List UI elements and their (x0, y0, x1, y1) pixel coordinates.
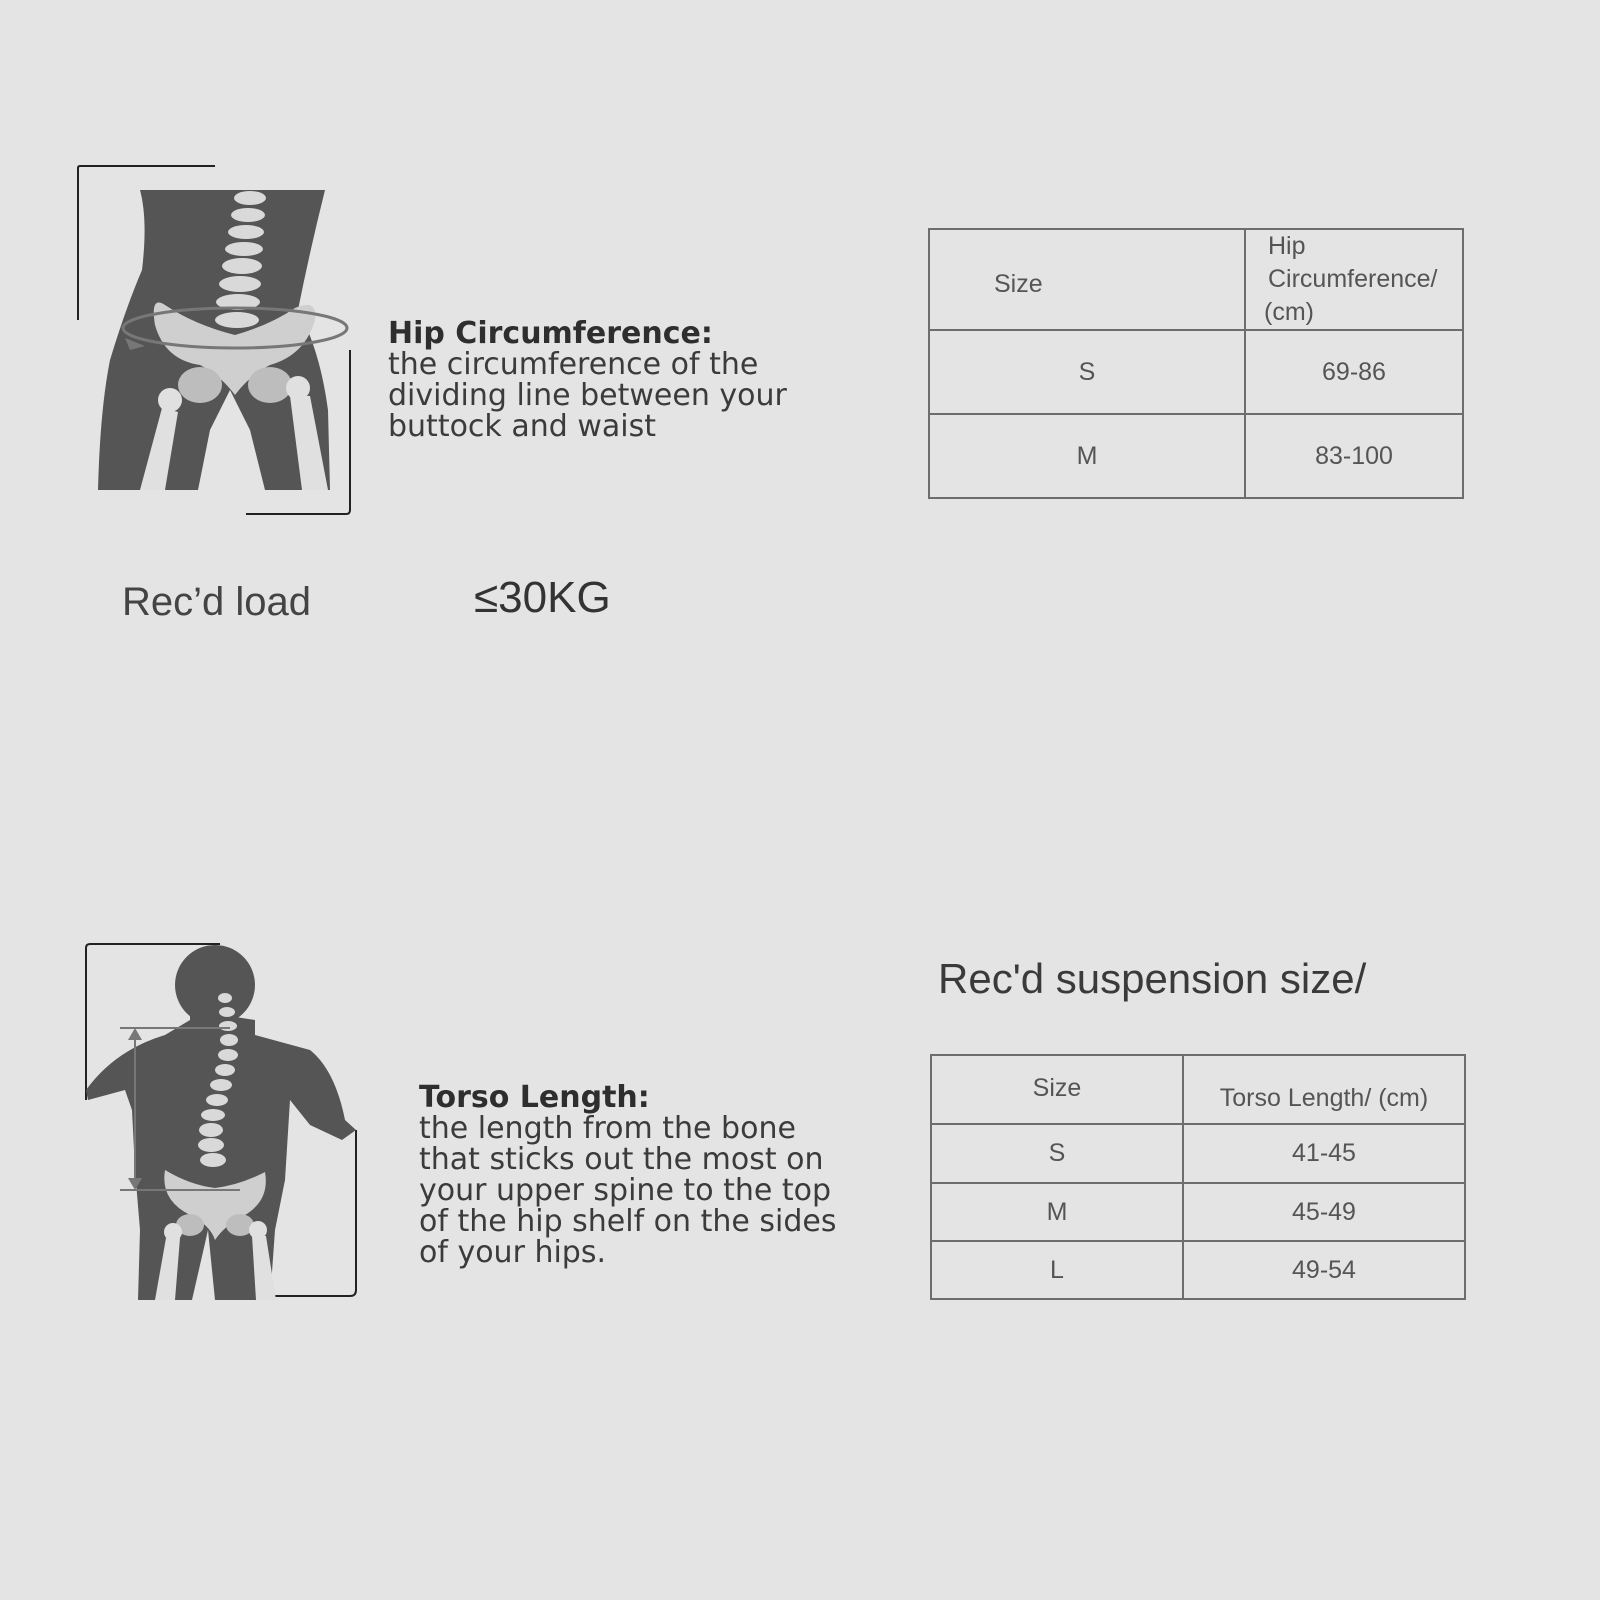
hip-size-table (928, 228, 1464, 499)
table-header-row (929, 229, 1463, 330)
table-header-row (931, 1055, 1465, 1124)
table-row (929, 330, 1463, 414)
table-row (931, 1124, 1465, 1183)
size-cell: M (931, 1183, 1183, 1241)
load-value: ≤30KG (474, 573, 611, 622)
value-cell: 45-49 (1183, 1183, 1465, 1241)
torso-header: Torso Length/ (cm) (1183, 1055, 1465, 1124)
value-cell: 49-54 (1183, 1241, 1465, 1299)
hip-desc-line: the circumference of the (388, 347, 759, 382)
torso-illustration (80, 940, 370, 1310)
suspension-heading: Rec'd suspension size/ (938, 955, 1367, 1002)
hip-desc-line: dividing line between your (388, 378, 787, 413)
size-cell: L (931, 1241, 1183, 1299)
hip-description (388, 318, 808, 442)
hip-illustration (70, 160, 360, 530)
torso-title: Torso Length: (419, 1080, 650, 1115)
torso-desc-line: that sticks out the most on (419, 1142, 824, 1177)
size-header: Size (931, 1055, 1183, 1124)
torso-size-table (930, 1054, 1466, 1300)
hip-pelvis-skeleton-icon (70, 160, 360, 530)
load-label: Rec’d load (122, 580, 312, 624)
value-cell: 41-45 (1183, 1124, 1465, 1183)
torso-desc-line: of the hip shelf on the sides (419, 1204, 837, 1239)
size-cell: S (929, 330, 1245, 414)
torso-desc-line: the length from the bone (419, 1111, 796, 1146)
back-spine-skeleton-icon (80, 940, 370, 1310)
table-row (931, 1241, 1465, 1299)
table-row (931, 1183, 1465, 1241)
value-cell: 69-86 (1245, 330, 1463, 414)
hip-header: Hip Circumference/ (cm) (1245, 229, 1463, 330)
torso-description (419, 1082, 859, 1268)
hip-desc-line: buttock and waist (388, 409, 656, 444)
size-cell: S (931, 1124, 1183, 1183)
size-cell: M (929, 414, 1245, 498)
value-cell: 83-100 (1245, 414, 1463, 498)
torso-desc-line: of your hips. (419, 1235, 607, 1270)
hip-title: Hip Circumference: (388, 316, 713, 351)
torso-desc-line: your upper spine to the top (419, 1173, 832, 1208)
size-header: Size (929, 229, 1245, 330)
table-row (929, 414, 1463, 498)
